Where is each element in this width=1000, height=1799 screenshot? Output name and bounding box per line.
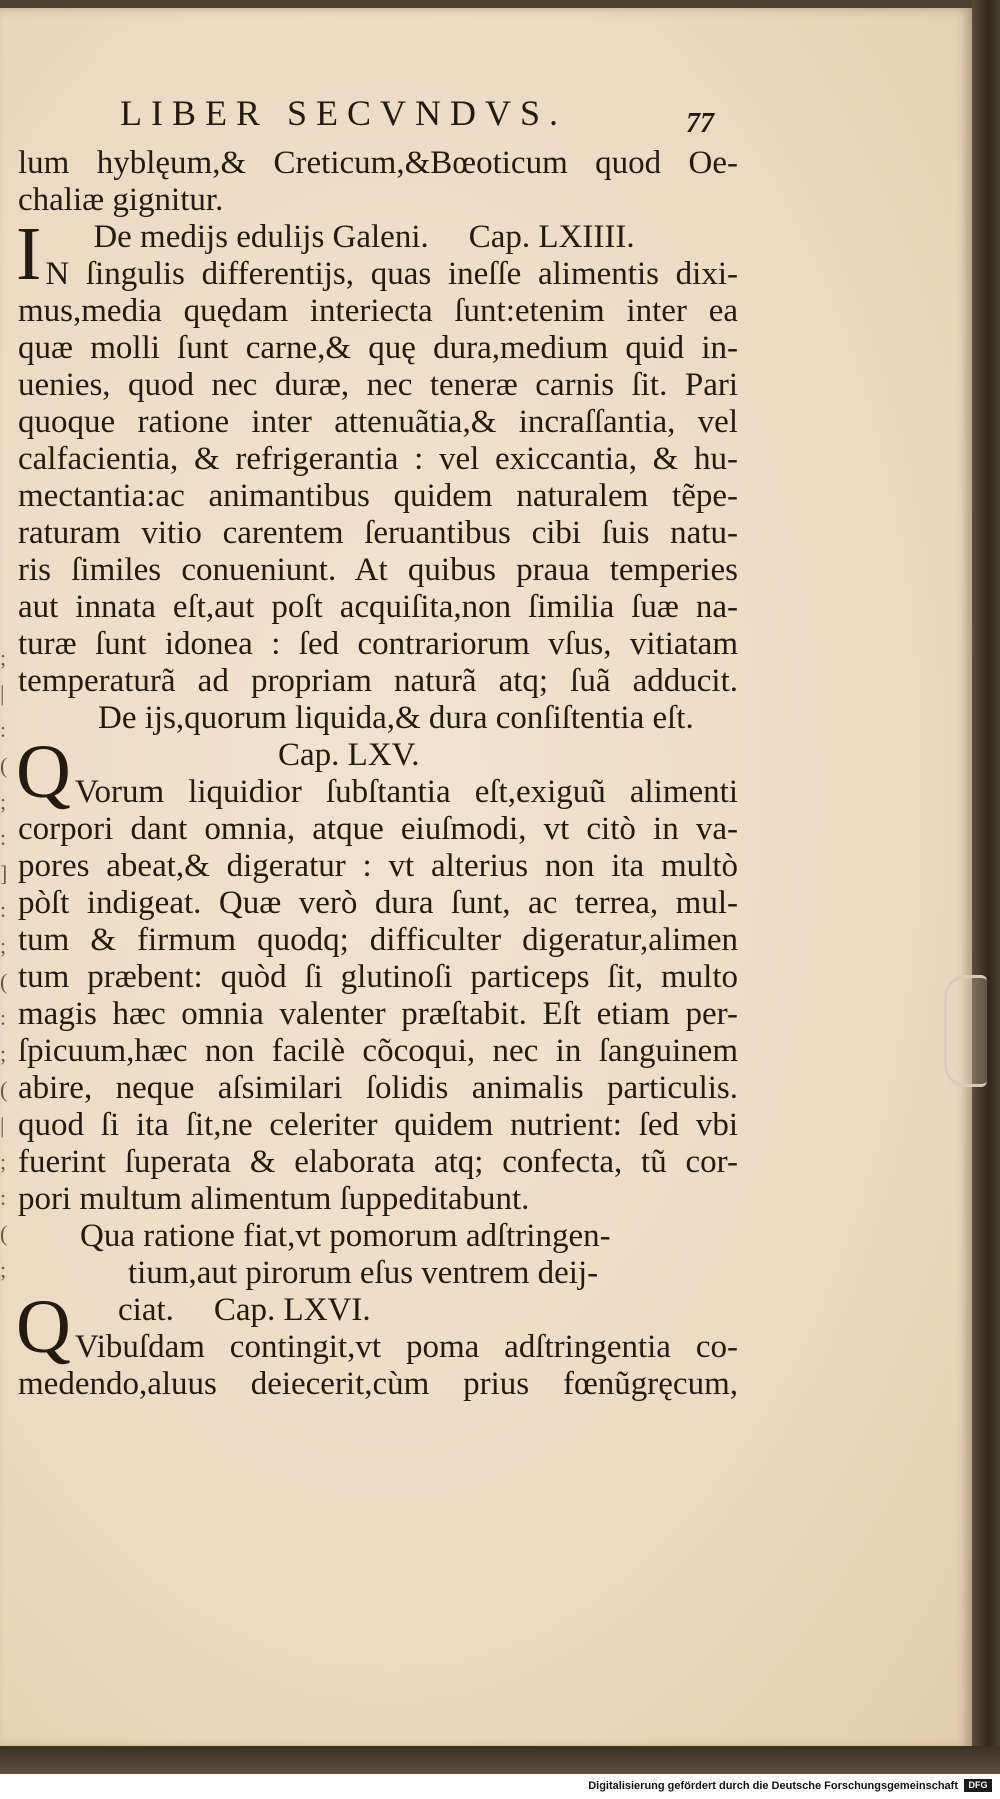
text-line: Vibuſdam contingit,vt poma adſtringentia co- [74,1329,738,1365]
text-line: quoque ratione inter attenuãtia,& incraſſantia, vel [18,404,738,440]
book-clasp [944,975,987,1087]
text-line: mus,media quędam interiecta ſunt:etenim inter ea [18,293,738,329]
text-line: fuerint ſuperata & elaborata atq; confecta, tũ cor- [18,1144,738,1180]
text-line: quod ſi ita ſit,ne celeriter quidem nutrient: ſed vbi [18,1107,738,1143]
text-line: uenies, quod nec duræ, nec teneræ carnis ſit. Pari [18,367,738,403]
chapter-number: Cap. LXV. [278,737,420,773]
chapter-heading-text: Qua ratione fiat,vt pomorum adſtringen- [80,1218,611,1254]
page-header [18,95,738,145]
text-line: magis hæc omnia valenter præſtabit. Eſt etiam per- [18,996,738,1032]
text-line: pori multum alimentum ſuppeditabunt. [18,1181,530,1217]
text-line: ris ſimiles conueniunt. At quibus praua temperies [18,552,738,588]
text-line: N ſingulis differentijs, quas ineſſe alimentis dixi- [45,256,738,292]
drop-cap: Q [16,1285,71,1369]
chapter-heading-text: De medijs edulijs Galeni. [93,219,429,255]
text-line: abire, neque aſsimilari ſolidis animalis particulis. [18,1070,738,1106]
chapter-heading-text: De ijs,quorum liquida,& dura conſiſtentia eſt. [98,700,694,736]
chapter-heading [18,219,738,256]
drop-cap: Q [16,730,71,814]
gutter-bleed-marks: ; | : ( ; : ] : ; ( : ; ( | ; : ( ; [0,645,8,1282]
text-line: lum hyblęum,& Creticum,&Bœoticum quod Oe- [18,145,738,181]
text-line: aut innata eſt,aut poſt acquiſita,non ſimilia ſuæ na- [18,589,738,625]
chapter-heading-text: ciat. [118,1292,174,1328]
text-line: pòſt indigeat. Quæ verò dura ſunt, ac terrea, mul- [18,885,738,921]
drop-cap: I [16,212,42,296]
digitization-footer [0,1774,1000,1799]
text-line: calfacientia, & refrigerantia : vel exiccantia, & hu- [18,441,738,477]
funding-credit: Digitalisierung gefördert durch die Deutsche Forschungsgemeinschaft [588,1780,958,1792]
text-line: quæ molli ſunt carne,& quę dura,medium quid in- [18,330,738,366]
text-line: chaliæ gignitur. [18,182,224,218]
chapter-number: Cap. LXIIII. [468,219,635,255]
text-line: Vorum liquidior ſubſtantia eſt,exiguũ alimenti [74,774,738,810]
chapter-65 [18,700,738,1218]
text-block [18,95,738,1403]
text-line: medendo,aluus deiecerit,cùm prius fœnũgręcum, [18,1366,738,1402]
book-bottom-edge [0,1746,1000,1774]
running-title: LIBER SECVNDVS. [120,93,568,133]
book-fore-edge [972,0,1000,1774]
page-number: 77 [686,108,714,139]
text-line: mectantia:ac animantibus quidem naturalem tẽpe- [18,478,738,514]
dfg-logo: DFG [964,1779,992,1792]
text-line: raturam vitio carentem ſeruantibus cibi ſuis natu- [18,515,738,551]
text-line: turæ ſunt idonea : ſed contrariorum vſus, vitiatam [18,626,738,662]
text-line: pores abeat,& digeratur : vt alterius non ita multò [18,848,738,884]
text-line: tum & firmum quodq; difficulter digeratur,alimen [18,922,738,958]
chapter-number: Cap. LXVI. [213,1292,371,1328]
chapter-66 [18,1218,738,1403]
text-line: temperaturã ad propriam naturã atq; ſuã adducit. [18,663,738,699]
chapter-64 [16,212,738,700]
text-line: ſpicuum,hæc non facilè cõcoqui, nec in ſanguinem [18,1033,738,1069]
text-line: tum præbent: quòd ſi glutinoſi particeps ſit, multo [18,959,738,995]
chapter-heading-row [18,1292,738,1329]
text-line: corpori dant omnia, atque eiuſmodi, vt citò in va- [18,811,738,847]
chapter-heading-text: tium,aut pirorum eſus ventrem deij- [128,1255,599,1291]
